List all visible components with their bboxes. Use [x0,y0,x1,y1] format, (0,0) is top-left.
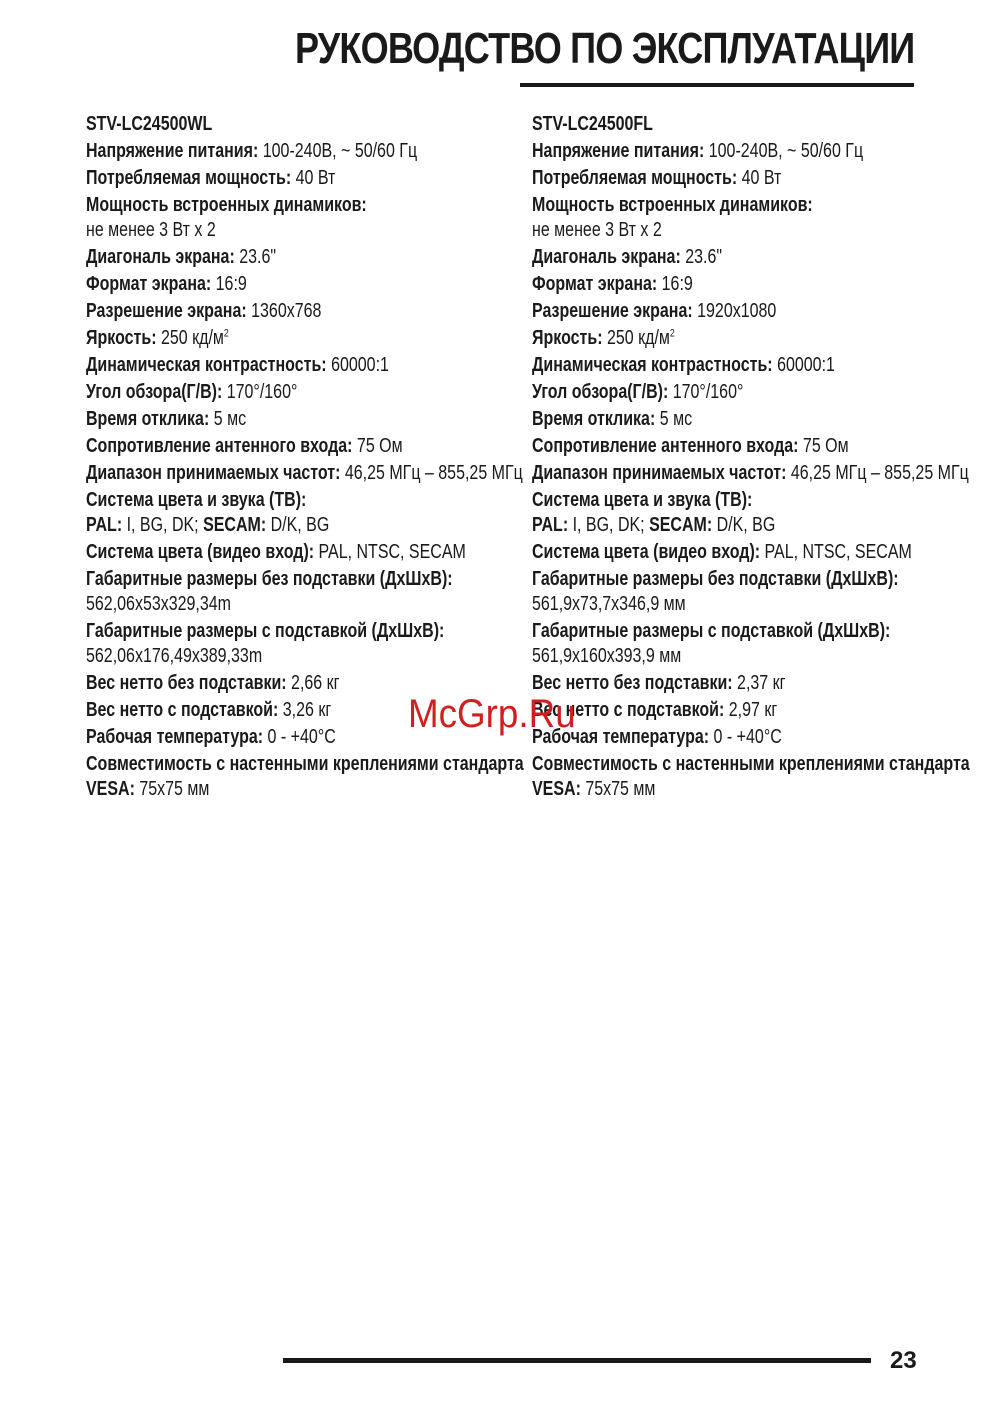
spec-value: 16:9 [657,273,693,295]
spec-value: 75x75 мм [134,778,210,800]
spec-value: D/K, BG [712,514,776,536]
model-name: STV-LC24500WL [86,113,213,135]
spec-label: Совместимость с настенными креплениями стандарта VESA: [86,753,524,800]
spec-row [86,434,526,459]
spec-label: Потребляемая мощность: [532,167,738,189]
spec-label: Рабочая температура: [86,726,264,748]
spec-row [86,540,526,565]
spec-value: 75x75 мм [580,778,656,800]
spec-value: 40 Вт [737,167,782,189]
spec-value: 2,37 кг [732,672,786,694]
title-rule [520,83,914,87]
spec-label: PAL: [86,514,123,536]
spec-label: Угол обзора(Г/В): [86,381,223,403]
spec-label: Вес нетто с подставкой: [86,699,279,721]
spec-label: Габаритные размеры с подставкой (ДхШхВ): [86,620,445,642]
spec-value: 60000:1 [326,354,389,376]
spec-label: Совместимость с настенными креплениями стандарта VESA: [532,753,970,800]
spec-label: Сопротивление антенного входа: [532,435,799,457]
spec-label: Яркость: [532,327,603,349]
spec-row [532,698,972,723]
spec-value: 2,97 кг [724,699,778,721]
spec-row [532,272,972,297]
spec-label: Рабочая температура: [532,726,710,748]
watermark: McGrp.Ru [408,692,576,736]
spec-value: не менее 3 Вт х 2 [532,219,662,241]
spec-value: не менее 3 Вт х 2 [86,219,216,241]
spec-row [86,380,526,405]
spec-row [532,461,972,486]
spec-row [86,461,526,486]
spec-value: 5 мс [209,408,247,430]
spec-label: Система цвета (видео вход): [532,541,761,563]
spec-row [532,671,972,696]
spec-row [532,299,972,324]
spec-row [86,353,526,378]
spec-label: Вес нетто без подставки: [86,672,287,694]
spec-label: Габаритные размеры без подставки (ДхШхВ): [86,568,453,590]
spec-label: Напряжение питания: [532,140,705,162]
spec-row [532,139,972,164]
spec-row [86,166,526,191]
spec-row [532,193,972,243]
spec-value: PAL, NTSC, SECAM [314,541,466,563]
spec-label: Вес нетто без подставки: [532,672,733,694]
spec-row [532,434,972,459]
spec-label: Время отклика: [86,408,210,430]
spec-label: Угол обзора(Г/В): [532,381,669,403]
spec-label: Система цвета и звука (ТВ): [86,489,307,511]
spec-value: 1920x1080 [692,300,777,322]
spec-row [532,567,972,617]
spec-label: Диагональ экрана: [532,246,681,268]
spec-label: Динамическая контрастность: [86,354,327,376]
spec-value: 170°/160° [668,381,744,403]
spec-value: 561,9x73,7x346,9 мм [532,593,686,615]
spec-label: Разрешение экрана: [532,300,693,322]
spec-label: Напряжение питания: [86,140,259,162]
page-number: 23 [890,1347,917,1374]
spec-row [532,380,972,405]
spec-value: 75 Ом [798,435,849,457]
spec-row [86,326,526,351]
footer-rule [283,1358,871,1363]
spec-value: 5 мс [655,408,693,430]
spec-value: 100-240В, ~ 50/60 Гц [258,140,418,162]
spec-value: I, BG, DK; [568,514,650,536]
spec-value: 170°/160° [222,381,298,403]
spec-value: 75 Ом [352,435,403,457]
spec-label: Разрешение экрана: [86,300,247,322]
spec-label: Формат экрана: [532,273,658,295]
spec-row [532,752,972,802]
spec-label: Диагональ экрана: [86,246,235,268]
spec-value: 46,25 МГц – 855,25 МГц [786,462,969,484]
spec-label: Габаритные размеры без подставки (ДхШхВ): [532,568,899,590]
spec-value: 0 - +40°С [709,726,782,748]
spec-value: 250 кд/м [156,327,224,349]
spec-row [86,272,526,297]
spec-value: 1360x768 [246,300,322,322]
spec-value: 60000:1 [772,354,835,376]
spec-label: Сопротивление антенного входа: [86,435,353,457]
spec-row [532,725,972,750]
spec-label: Время отклика: [532,408,656,430]
spec-label: Яркость: [86,327,157,349]
spec-value: 40 Вт [291,167,336,189]
spec-row [532,353,972,378]
spec-label: SECAM: [203,514,267,536]
spec-superscript: 2 [223,327,229,340]
spec-row [86,139,526,164]
spec-label: Диапазон принимаемых частот: [86,462,341,484]
spec-row [86,488,526,538]
spec-column-right [532,112,972,804]
spec-label: PAL: [532,514,569,536]
spec-value: 23.6" [234,246,277,268]
spec-value: 562,06x176,49x389,33m [86,645,263,667]
spec-value: I, BG, DK; [122,514,204,536]
spec-value: D/K, BG [266,514,330,536]
spec-row [86,193,526,243]
spec-row [86,299,526,324]
spec-label: Потребляемая мощность: [86,167,292,189]
spec-label: Система цвета и звука (ТВ): [532,489,753,511]
spec-superscript: 2 [669,327,675,340]
spec-label: Мощность встроенных динамиков: [86,194,367,216]
spec-row [532,540,972,565]
spec-row [86,567,526,617]
spec-label: Система цвета (видео вход): [86,541,315,563]
spec-label: Вес нетто с подставкой: [532,699,725,721]
spec-row [532,407,972,432]
spec-label: Формат экрана: [86,273,212,295]
spec-value: 562,06x53x329,34m [86,593,231,615]
spec-value: 0 - +40°С [263,726,336,748]
spec-label: Мощность встроенных динамиков: [532,194,813,216]
spec-value: 250 кд/м [602,327,670,349]
spec-row [532,166,972,191]
spec-row [532,488,972,538]
spec-label: Диапазон принимаемых частот: [532,462,787,484]
spec-label: SECAM: [649,514,713,536]
spec-row [86,752,526,802]
spec-row [86,407,526,432]
spec-value: 3,26 кг [278,699,332,721]
spec-label: Динамическая контрастность: [532,354,773,376]
spec-value: 561,9x160x393,9 мм [532,645,682,667]
spec-row [532,619,972,669]
spec-row [86,619,526,669]
spec-row [86,245,526,270]
spec-label: Габаритные размеры с подставкой (ДхШхВ): [532,620,891,642]
spec-row [532,326,972,351]
model-name: STV-LC24500FL [532,113,653,135]
spec-value: 16:9 [211,273,247,295]
spec-value: 2,66 кг [286,672,340,694]
page-title: РУКОВОДСТВО ПО ЭКСПЛУАТАЦИИ [294,24,914,73]
spec-value: 100-240В, ~ 50/60 Гц [704,140,864,162]
spec-row [532,245,972,270]
spec-value: 23.6" [680,246,723,268]
spec-value: 46,25 МГц – 855,25 МГц [340,462,523,484]
spec-value: PAL, NTSC, SECAM [760,541,912,563]
